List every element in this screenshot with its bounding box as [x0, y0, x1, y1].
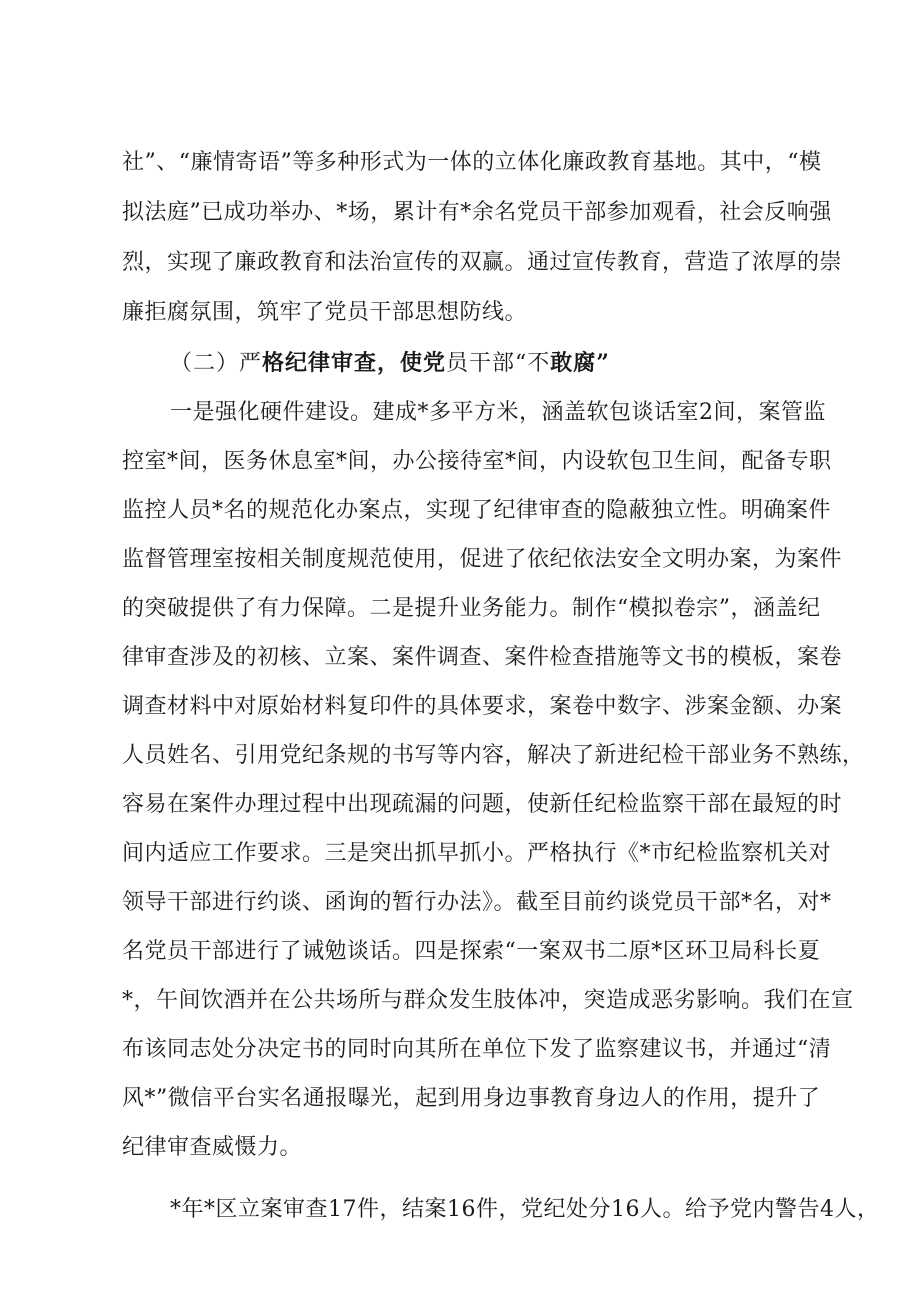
para2-line-13: *，午间饮酒并在公共场所与群众发生肢体冲，突造成恶劣影响。我们在宣: [122, 988, 854, 1013]
heading-prefix: （二）严: [170, 351, 263, 376]
para2-line-15: 风*”微信平台实名通报曝光，起到用身边事教育身边人的作用，提升了: [122, 1086, 821, 1111]
para3-line-1: *年*区立案审查17件，结案16件，党纪处分16人。给予党内警告4人，: [170, 1197, 880, 1222]
heading-bold-1: 格纪律审查，使党: [262, 350, 447, 376]
para2-line-16: 纪律审查威慑力。: [122, 1135, 303, 1160]
para2-line-2: 控室*间，医务休息室*间，办公接待室*间，内设软包卫生间，配备专职: [122, 449, 832, 474]
para2-line-3: 监控人员*名的规范化办案点，实现了纪律审查的隐蔽独立性。明确案件: [122, 498, 832, 523]
para2-line-4: 监督管理室按相关制度规范使用，促进了依纪依法安全文明办案，为案件: [122, 547, 843, 572]
para2-line-6: 律审查涉及的初核、立案、案件调查、案件检查措施等文书的模板，案卷: [122, 645, 843, 670]
para2-line-8: 人员姓名、引用党纪条规的书写等内容，解决了新进纪检干部业务不熟练，: [122, 743, 865, 768]
section-heading: [170, 343, 610, 383]
para2-line-11: 领导干部进行约谈、函询的暂行办法》。截至目前约谈党员干部*名，对*: [122, 890, 832, 915]
para2-line-9: 容易在案件办理过程中出现疏漏的问题，使新任纪检监察干部在最短的时: [122, 792, 843, 817]
para2-line-5: 的突破提供了有力保障。二是提升业务能力。制作“模拟卷宗”，涵盖纪: [122, 596, 821, 621]
para1-line-4: 廉拒腐氛围，筑牢了党员干部思想防线。: [122, 300, 528, 325]
heading-middle: 员干部“不: [446, 351, 551, 376]
para2-line-12: 名党员干部进行了诫勉谈话。四是探索“一案双书二原*区环卫局科长夏: [122, 939, 821, 964]
para1-line-2: 拟法庭”已成功举办、*场，累计有*余名党员干部参加观看，社会反响强: [122, 200, 832, 225]
para1-line-1: 社”、“廉情寄语”等多种形式为一体的立体化廉政教育基地。其中，“模: [122, 150, 822, 175]
para2-line-10: 间内适应工作要求。三是突出抓早抓小。严格执行《*市纪检监察机关对: [122, 841, 832, 866]
heading-bold-2: 敢腐”: [550, 350, 610, 376]
para2-line-1: 一是强化硬件建设。建成*多平方米，涵盖软包谈话室2间，案管监: [170, 400, 826, 425]
para1-line-3: 烈，实现了廉政教育和法治宣传的双赢。通过宣传教育，营造了浓厚的崇: [122, 250, 843, 275]
para2-line-14: 布该同志处分决定书的同时向其所在单位下发了监察建议书，并通过“清: [122, 1037, 832, 1062]
para2-line-7: 调查材料中对原始材料复印件的具体要求，案卷中数字、涉案金额、办案: [122, 694, 843, 719]
